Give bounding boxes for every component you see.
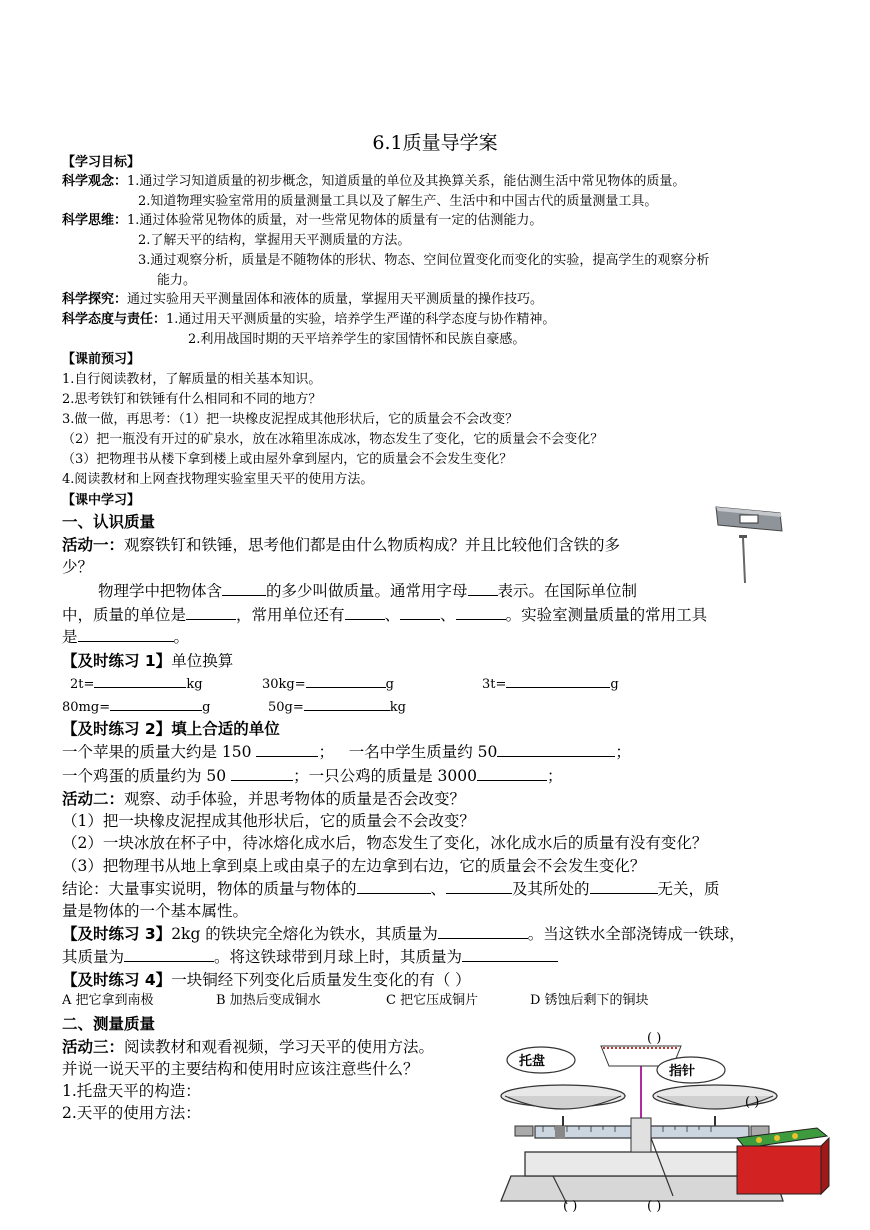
blank[interactable] [304,696,390,711]
balance-icon [483,1026,833,1214]
option-b[interactable]: B 加热后变成铜水 [216,993,321,1008]
goal-thinking-1: 科学思维：1.通过体验常见物体的质量，对一些常见物体的质量有一定的估测能力。 [62,213,543,228]
activity-3: 活动三：阅读教材和观看视频，学习天平的使用方法。 [62,1038,435,1056]
lesson-heading: 【课中学习】 [62,493,141,508]
nail-icon [739,535,747,583]
goal-attitude-2: 2.利用战国时期的天平培养学生的家国情怀和民族自豪感。 [188,332,526,347]
blank[interactable] [222,581,266,596]
practice-2-line-2: 一个鸡蛋的质量约为 50 ；一只公鸡的质量是 3000 ； [62,767,563,785]
blank[interactable] [477,766,547,781]
activity-2-item: （1）把一块橡皮泥捏成其他形状后，它的质量会不会改变？ [62,812,475,830]
blank[interactable] [186,605,236,620]
activity-3-cont: 并说一说天平的主要结构和使用时应该注意些什么？ [62,1060,419,1078]
activity-1-cont: 少？ [62,558,94,576]
goals-heading: 【学习目标】 [62,155,141,170]
blank[interactable] [357,879,431,894]
goal-thinking-2: 2.了解天平的结构，掌握用天平测质量的方法。 [138,233,411,248]
goal-thinking-4: 能力。 [157,273,197,288]
blank-label: ( ) [563,1199,578,1214]
option-c[interactable]: C 把它压成铜片 [386,993,479,1008]
blank[interactable] [231,766,293,781]
section-2-heading: 二、测量质量 [62,1015,156,1033]
blank[interactable] [506,673,610,688]
definition-line-1: 物理学中把物体含 的多少叫做质量。通常用字母 表示。在国际单位制 [98,582,638,600]
concept-label: 科学观念： [62,174,128,189]
goal-attitude-1: 科学态度与责任：1.通过用天平测质量的实验，培养学生严谨的科学态度与协作精神。 [62,312,556,327]
blank[interactable] [497,742,615,757]
practice-3: 【及时练习 3】2kg 的铁块完全熔化为铁水，其质量为 。当这铁水全部浇铸成一铁球， [62,925,745,943]
blank-label: ( ) [647,1031,662,1046]
goal-inquiry: 科学探究：通过实验用天平测量固体和液体的质量，掌握用天平测质量的操作技巧。 [62,292,544,307]
blank[interactable] [78,627,174,642]
preview-item: 2.思考铁钉和铁锤有什么相同和不同的地方？ [62,392,322,407]
weight-box-icon [737,1128,829,1194]
section-1-heading: 一、认识质量 [62,513,156,531]
blank[interactable] [590,879,658,894]
blank[interactable] [256,742,318,757]
blank[interactable] [438,924,528,939]
practice-3-cont: 其质量为 。将这铁球带到月球上时，其质量为 [62,946,558,968]
preview-item: 4.阅读教材和上网查找物理实验室里天平的使用方法。 [62,472,374,487]
goal-concept-2: 2.知道物理实验室常用的质量测量工具以及了解生产、生活中和中国古代的质量测量工具。 [138,194,658,209]
blank[interactable] [124,947,214,962]
blank[interactable] [468,581,498,596]
activity-2-item: （2）一块冰放在杯子中，待冰熔化成水后，物态发生了变化，冰化成水后的质量有没有变化？ [62,834,708,852]
preview-item: 1.自行阅读教材，了解质量的相关基本知识。 [62,372,322,387]
blank[interactable] [446,879,512,894]
page-title: 6.1质量导学案 [372,132,498,154]
blank[interactable] [400,605,440,620]
practice-1-c: 3t= g [482,673,619,694]
blank-label: ( ) [647,1199,662,1214]
preview-item: 3.做一做，再思考：（1）把一块橡皮泥捏成其他形状后，它的质量会不会改变？ [62,412,519,427]
definition-line-2: 中，质量的单位是 ，常用单位还有 、 、 。实验室测量质量的常用工具 [62,606,708,624]
preview-item: （3）把物理书从楼下拿到楼上或由屋外拿到屋内，它的质量会不会发生变化？ [62,452,513,467]
question-1: 1.托盘天平的构造： [62,1082,201,1100]
goal-concept-1: 科学观念：1.通过学习知道质量的初步概念，知道质量的单位及其换算关系，能估测生活中常见物体的质量。 [62,174,686,189]
blank[interactable] [462,947,558,962]
practice-1-b: 30kg= g [262,673,394,694]
option-d[interactable]: D 锈蚀后剩下的铜块 [530,993,649,1008]
preview-heading: 【课前预习】 [62,352,141,367]
hammer-icon [712,495,786,590]
pointer-label: 指针 [669,1064,696,1079]
practice-1-d: 80mg= g [62,696,210,717]
blank-label: ( ) [745,1095,760,1110]
practice-1: 【及时练习 1】单位换算 [62,652,234,670]
blank[interactable] [456,605,506,620]
tray-label: 托盘 [519,1054,546,1069]
blank[interactable] [94,673,186,688]
blank[interactable] [110,696,202,711]
activity-2: 活动二：观察、动手体验，并思考物体的质量是否会改变？ [62,790,466,808]
question-2: 2.天平的使用方法： [62,1104,201,1122]
conclusion: 结论：大量事实说明，物体的质量与物体的 、 及其所处的 无关，质 [62,880,720,898]
conclusion-cont: 量是物体的一个基本属性。 [62,902,249,920]
definition-line-3: 是 。 [62,628,190,646]
blank[interactable] [306,673,386,688]
practice-2-line-1: 一个苹果的质量大约是 150 ； 一名中学生质量约 50 ； [62,743,631,761]
practice-2: 【及时练习 2】填上合适的单位 [62,720,280,738]
practice-1-e: 50g= kg [268,696,406,717]
practice-1-a: 2t= kg [70,673,203,694]
preview-item: （2）把一瓶没有开过的矿泉水，放在冰箱里冻成冰，物态发生了变化，它的质量会不会变化？ [62,432,604,447]
practice-4: 【及时练习 4】一块铜经下列变化后质量发生变化的有（ ） [62,971,471,989]
activity-1: 活动一：观察铁钉和铁锤，思考他们都是由什么物质构成？并且比较他们含铁的多 [62,536,621,554]
option-a[interactable]: A 把它拿到南极 [62,993,154,1008]
blank[interactable] [345,605,385,620]
goal-thinking-3: 3.通过观察分析，质量是不随物体的形状、物态、空间位置变化而变化的实验，提高学生的观察分析 [138,253,710,268]
activity-2-item: （3）把物理书从地上拿到桌上或由桌子的左边拿到右边，它的质量会不会发生变化？ [62,857,646,875]
